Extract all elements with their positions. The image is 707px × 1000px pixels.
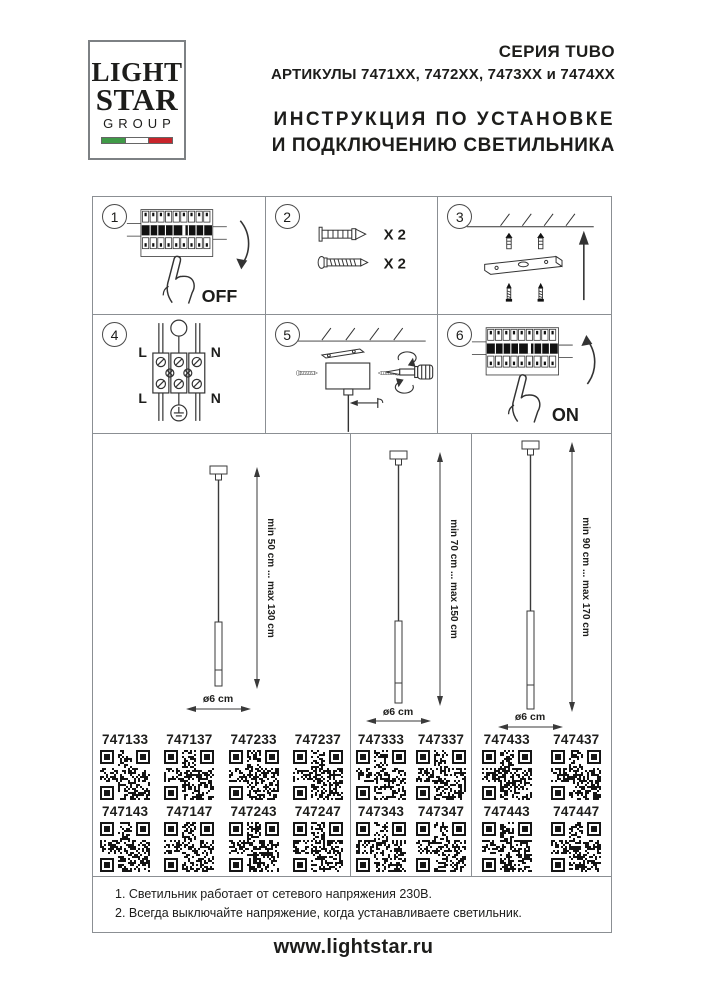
article [223, 732, 285, 800]
rotate-down-arrow [240, 221, 248, 266]
ground-symbol-icon [171, 393, 187, 421]
qr-code [164, 822, 214, 872]
wall-plug-icon [537, 233, 544, 249]
step-number-badge: 4 [102, 322, 127, 347]
step-cell-5 [266, 315, 439, 433]
article [158, 804, 220, 872]
qr-code [293, 822, 343, 872]
note-line-2: 2. Всегда выключайте напряжение, когда устанавливаете светильник. [115, 905, 522, 920]
article-number: 747147 [166, 804, 213, 819]
article [287, 732, 349, 800]
step-cell-3 [438, 197, 611, 315]
article-number: 747233 [230, 732, 277, 747]
breaker-panel-icon [472, 328, 573, 375]
article-number: 747337 [417, 732, 465, 747]
article [351, 804, 411, 872]
dimension-label: min 50 cm ... max 130 cm [264, 518, 276, 638]
terminal-label-n-bottom: N [210, 389, 221, 406]
article-row [472, 804, 611, 872]
article [94, 732, 156, 800]
diameter-label: ø6 cm [202, 693, 233, 705]
screw-qty: X 2 [383, 256, 406, 273]
article-number: 747143 [102, 804, 149, 819]
diameter-dimension [498, 711, 563, 730]
qr-code [293, 750, 343, 800]
mounting-bracket-icon [322, 349, 364, 358]
wall-plug-qty: X 2 [383, 227, 406, 244]
breaker-panel-icon [127, 210, 227, 257]
instruction-title-line1: ИНСТРУКЦИЯ ПО УСТАНОВКЕ [273, 109, 615, 130]
dimension-label: min 90 cm ... max 170 cm [579, 517, 591, 637]
article-row [351, 804, 471, 872]
article-row [472, 732, 611, 800]
article [411, 732, 471, 800]
height-dimension [254, 467, 276, 689]
article-number: 747447 [553, 804, 600, 819]
screw-icon [318, 256, 368, 268]
step-cell-6 [438, 315, 611, 433]
terminal-block-icon [153, 320, 205, 421]
header [88, 40, 615, 160]
lamp-diagram-short [160, 464, 284, 722]
article [476, 732, 538, 800]
article-number: 747443 [483, 804, 530, 819]
wall-plug-icon [319, 227, 366, 241]
series-title: СЕРИЯ TUBO [498, 42, 615, 61]
on-label: ON [552, 405, 580, 425]
qr-code [482, 750, 532, 800]
lamp-section-b [350, 434, 471, 876]
article [476, 804, 538, 872]
notes [93, 876, 611, 932]
article [411, 804, 471, 872]
product-variants-box [92, 433, 612, 933]
qr-code [416, 822, 466, 872]
terminal-label-n-top: N [210, 344, 221, 361]
article-number: 747247 [294, 804, 341, 819]
canopy-icon [326, 363, 370, 432]
logo-text-group: GROUP [103, 116, 176, 132]
article [545, 804, 607, 872]
lamp-section-a [93, 434, 350, 876]
article [287, 804, 349, 872]
article [545, 732, 607, 800]
mounting-bracket-icon [485, 256, 562, 274]
qr-code [356, 822, 406, 872]
article-number: 747237 [294, 732, 341, 747]
qr-code [164, 750, 214, 800]
article-row [93, 732, 350, 800]
footer-url: www.lightstar.ru [273, 936, 434, 958]
article-number: 747347 [417, 804, 465, 819]
lamp-diagram-medium [352, 449, 470, 725]
article [158, 732, 220, 800]
title-block [271, 40, 615, 159]
step-number-badge: 2 [275, 204, 300, 229]
article-number: 747437 [553, 732, 600, 747]
article-row [351, 732, 471, 800]
screwdriver-icon [385, 352, 432, 393]
article [223, 804, 285, 872]
qr-code [229, 750, 279, 800]
step-cell-1 [93, 197, 266, 315]
qr-code [229, 822, 279, 872]
wall-plug-icon [506, 233, 513, 249]
logo-text-light: LIGHT [91, 56, 183, 87]
pointing-hand-icon [509, 375, 540, 423]
step-number-badge: 3 [447, 204, 472, 229]
step-cell-4 [93, 315, 266, 433]
diameter-label: ø6 cm [382, 706, 414, 718]
lamp-section-c [471, 434, 611, 876]
article-row [93, 804, 350, 872]
lamp-drawing-area [93, 434, 350, 732]
instruction-title-line2: И ПОДКЛЮЧЕНИЮ СВЕТИЛЬНИКА [271, 135, 615, 156]
articles-subtitle: АРТИКУЛЫ 7471ХХ, 7472ХХ, 7473ХХ и 7474ХХ [271, 66, 615, 83]
article-number: 747137 [166, 732, 213, 747]
article-number: 747343 [357, 804, 405, 819]
lightstar-logo [88, 40, 186, 160]
qr-code [100, 822, 150, 872]
terminal-label-l-bottom: L [138, 389, 147, 406]
diameter-dimension [366, 706, 431, 724]
article-number: 747433 [483, 732, 530, 747]
article [351, 732, 411, 800]
note-line-1: 1. Светильник работает от сетевого напряжения 230В. [115, 887, 432, 901]
lamp-drawing-area [351, 434, 471, 732]
step-number-badge: 6 [447, 322, 472, 347]
installation-steps-grid [92, 196, 612, 434]
qr-code [416, 750, 466, 800]
up-arrow [579, 231, 589, 300]
article-number: 747333 [357, 732, 405, 747]
off-label: OFF [201, 286, 238, 307]
height-dimension [437, 452, 459, 706]
terminal-label-l-top: L [138, 344, 147, 361]
article-number: 747243 [230, 804, 277, 819]
step-number-badge: 1 [102, 204, 127, 229]
screw-icon [296, 370, 317, 375]
logo-text-star: STAR [95, 81, 179, 117]
italian-flag-bar [101, 137, 173, 144]
article-number: 747133 [102, 732, 149, 747]
diameter-dimension [186, 693, 251, 712]
qr-code [482, 822, 532, 872]
qr-code [356, 750, 406, 800]
qr-code [551, 822, 601, 872]
qr-code [551, 750, 601, 800]
rotate-up-arrow [587, 339, 595, 384]
ceiling-line [467, 214, 594, 227]
qr-code [100, 750, 150, 800]
step-cell-2 [266, 197, 439, 315]
lamp-drawing-area [472, 434, 611, 732]
lamp-diagram-long [482, 439, 602, 731]
screw-icon [538, 283, 544, 302]
pointing-hand-icon [163, 256, 194, 303]
step-number-badge: 5 [275, 322, 300, 347]
instruction-title [271, 107, 615, 159]
diameter-label: ø6 cm [514, 711, 545, 723]
dimension-label: min 70 cm ... max 150 cm [448, 519, 459, 639]
article [94, 804, 156, 872]
pointer-arrow [349, 398, 382, 408]
height-dimension [569, 442, 591, 712]
ceiling-line [290, 328, 426, 341]
screw-icon [506, 283, 512, 302]
